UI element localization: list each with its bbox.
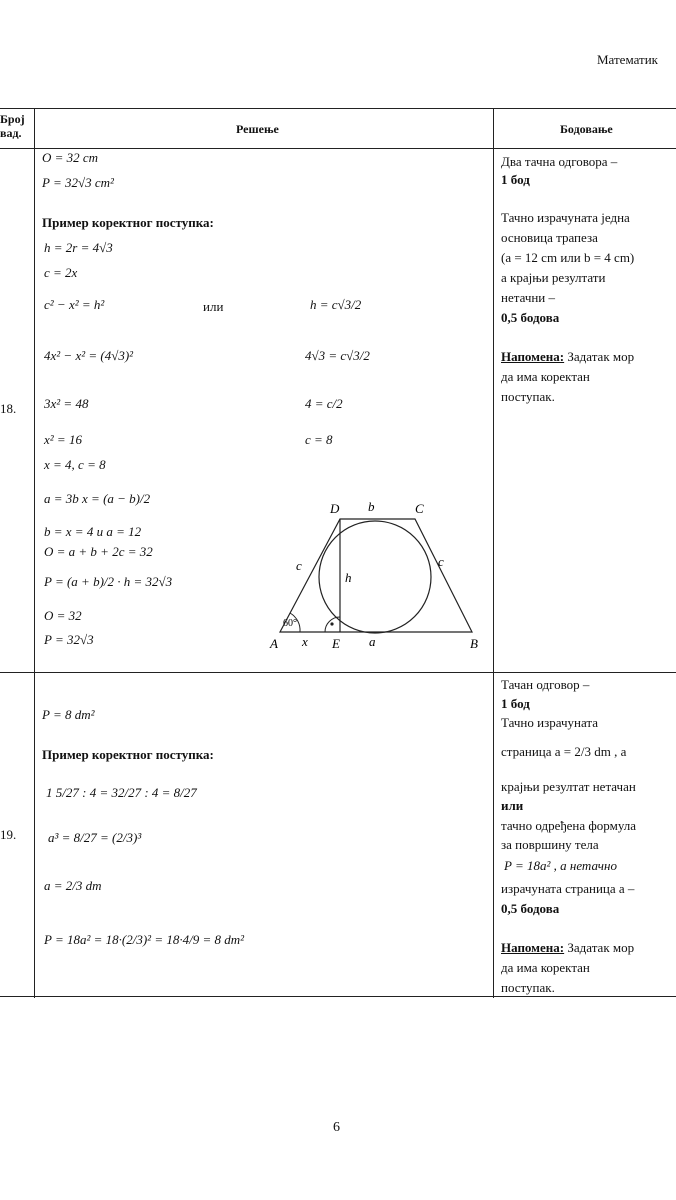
example-title: Пример коректног поступка:: [42, 215, 214, 230]
scoring-note: Напомена: Задатак мор: [501, 940, 635, 955]
scoring-line: 0,5 бодова: [501, 901, 560, 916]
scoring-line: Тачно израчуната једна: [501, 210, 630, 225]
scoring-line: (a = 12 cm или b = 4 cm): [501, 250, 635, 265]
scoring-line: Тачан одговор –: [501, 677, 590, 692]
step-line: b = x = 4 и a = 12: [44, 524, 142, 539]
page-number: 6: [333, 1120, 340, 1135]
scoring-line: 1 бод: [501, 172, 530, 187]
column-scoring-header: Бодовање: [560, 122, 613, 136]
label-x: x: [302, 634, 308, 649]
label-D: D: [330, 501, 340, 516]
step-line: P = 18a² = 18·(2/3)² = 18·4/9 = 8 dm²: [44, 932, 245, 947]
label-c-left: c: [296, 558, 302, 573]
scoring-line: тачно одређена формула: [501, 818, 637, 833]
label-a: a: [369, 634, 376, 649]
scoring-line: 0,5 бодова: [501, 310, 560, 325]
step-line: x = 4, c = 8: [44, 457, 106, 472]
label-c-right: c: [438, 554, 444, 569]
label-h: h: [345, 570, 352, 585]
scoring-line: нетачни –: [501, 290, 556, 305]
task-18-number: 18.: [0, 401, 17, 416]
step-line-alt: c = 8: [305, 432, 333, 447]
step-line: a = 3b x = (a − b)/2: [44, 491, 151, 506]
step-line-alt: 4√3 = c√3/2: [305, 348, 370, 363]
column-solution-header: Решење: [236, 122, 279, 136]
step-line: h = 2r = 4√3: [44, 240, 113, 255]
step-line: O = a + b + 2c = 32: [44, 544, 153, 559]
scoring-line: или: [501, 798, 524, 813]
answer-area: P = 8 dm²: [42, 707, 95, 722]
step-line: P = 32√3: [44, 632, 94, 647]
label-b: b: [368, 499, 375, 514]
scoring-line: а крајњи резултати: [501, 270, 606, 285]
step-line: x² = 16: [44, 432, 82, 447]
column-number-header: Број вад.: [0, 112, 25, 140]
label-C: C: [415, 501, 424, 516]
or-word: или: [203, 299, 224, 314]
scoring-line: основица трапеза: [501, 230, 598, 245]
step-line: a = 2/3 dm: [44, 878, 102, 893]
scoring-note: Напомена: Задатак мор: [501, 349, 635, 364]
scoring-line: крајњи резултат нетачан: [501, 779, 636, 794]
scoring-line: P = 18a² , а нетачно: [504, 858, 617, 873]
label-E: E: [332, 636, 340, 651]
scoring-line: Два тачна одговора –: [501, 154, 618, 169]
scoring-note-line: поступак.: [501, 389, 555, 404]
task-19-number: 19.: [0, 827, 17, 842]
step-line: 3x² = 48: [44, 396, 89, 411]
answer-perimeter: O = 32 cm: [42, 150, 99, 165]
scoring-line: страница a = 2/3 dm , а: [501, 744, 627, 759]
step-line: c² − x² = h²: [44, 297, 105, 312]
label-A: A: [270, 636, 278, 651]
step-line: O = 32: [44, 608, 82, 623]
step-line: 4x² − x² = (4√3)²: [44, 348, 134, 363]
scoring-line: 1 бод: [501, 696, 530, 711]
scoring-note-line: да има коректан: [501, 369, 590, 384]
scoring-note-line: поступак.: [501, 980, 555, 995]
step-line-alt: 4 = c/2: [305, 396, 343, 411]
step-line: a³ = 8/27 = (2/3)³: [48, 830, 142, 845]
scoring-line: за површину тела: [501, 837, 599, 852]
scoring-line: израчуната страница a –: [501, 881, 635, 896]
label-angle: 60°: [283, 618, 297, 629]
step-line: c = 2x: [44, 265, 78, 280]
step-line: P = (a + b)/2 · h = 32√3: [44, 574, 173, 589]
example-title: Пример коректног поступка:: [42, 747, 214, 762]
label-B: B: [470, 636, 478, 651]
step-line: 1 5/27 : 4 = 32/27 : 4 = 8/27: [46, 785, 197, 800]
answer-area: P = 32√3 cm²: [42, 175, 114, 190]
scoring-note-line: да има коректан: [501, 960, 590, 975]
scoring-line: Тачно израчуната: [501, 715, 598, 730]
page-header: Математик: [597, 52, 658, 67]
step-line-alt: h = c√3/2: [310, 297, 362, 312]
